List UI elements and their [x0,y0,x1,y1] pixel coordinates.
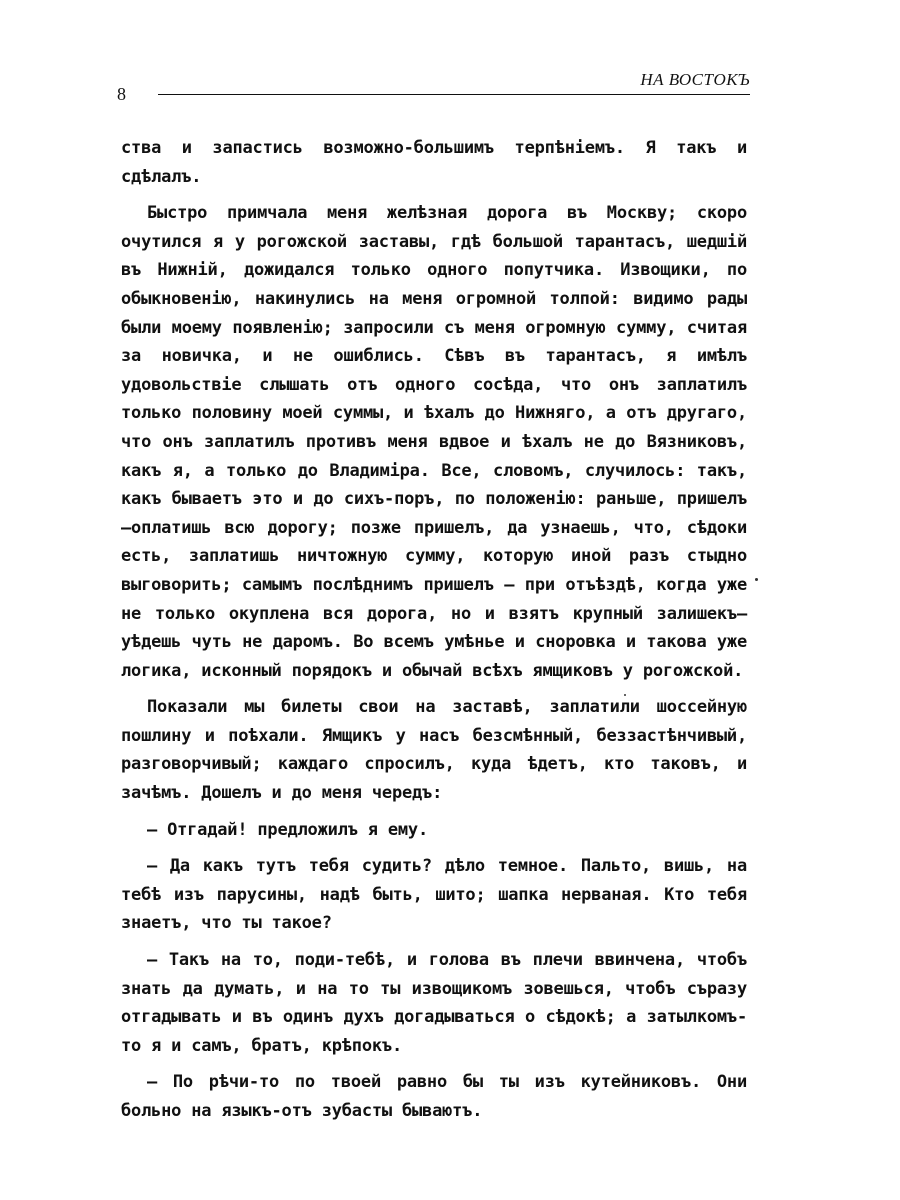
header-rule [158,94,750,95]
paragraph-journey: Быстро примчала меня желѣзная дорога въ Москву; скоро очутился я у рогожской заставы, гдѣ большой тарантасъ, шедшій въ Нижній, дожидался только одного попутчика. Извощики, по обыкновенію, накинулись на меня огромной толпой: видимо рады были моему появленію; запросили съ меня огромную сумму, считая за новичка, и не ошиблись. Сѣвъ въ тарантасъ, я имѣлъ удовольствіе слышать отъ одного сосѣда, что онъ заплатилъ только половину моей суммы, и ѣхалъ до Нижняго, а отъ другаго, что онъ заплатилъ противъ меня вдвое и ѣхалъ не до Вязниковъ, какъ я, а только до Владиміра. Все, словомъ, случилось: такъ, какъ бываетъ это и до сихъ-поръ, по положенію: раньше, пришелъ—оплатишь всю дорогу; позже пришелъ, да узнаешь, что, сѣдоки есть, заплатишь ничтожную сумму, которую иной разъ стыдно выговорить; самымъ послѣднимъ пришелъ — при отъѣздѣ, когда уже не только окуплена вся дорога, но и взятъ крупный залишекъ—уѣдешь чуть не даромъ. Во всемъ умѣнье и сноровка и такова уже логика, исконный порядокъ и обычай всѣхъ ямщиковъ у рогожской. [121,203,747,681]
paragraph-departure: Показали мы билеты свои на заставѣ, заплатили шоссейную пошлину и поѣхали. Ямщикъ у насъ безсмѣнный, беззастѣнчивый, разговорчивый; каждаго спросилъ, куда ѣдетъ, кто таковъ, и зачѣмъ. Дошелъ и до меня чередъ: [121,697,747,804]
dialogue-line: — Такъ на то, поди-тебѣ, и голова въ плечи ввинчена, чтобъ знать да думать, и на то ты извощикомъ зовешься, чтобъ съразу отгадывать и въ одинъ духъ догадываться о сѣдокѣ; а затылкомъ-то я и самъ, братъ, крѣпокъ. [121,950,747,1056]
paragraph-continuation: ства и запастись возможно-большимъ терпѣніемъ. Я такъ и сдѣлалъ. [121,138,747,187]
dialogue-line: — По рѣчи-то по твоей равно бы ты изъ кутейниковъ. Они больно на языкъ-отъ зубасты бываютъ. [121,1072,747,1121]
body-text [121,134,747,1134]
print-speck [755,578,758,581]
page-number: 8 [117,84,126,104]
dialogue-line: — Отгадай! предложилъ я ему. [147,819,428,840]
dialogue-line: — Да какъ тутъ тебя судить? дѣло темное. Пальто, вишь, на тебѣ изъ парусины, надѣ быть, шито; шапка нерваная. Кто тебя знаетъ, что ты такое? [121,856,747,934]
print-speck [624,694,626,696]
running-title: НА ВОСТОКЪ [640,70,750,89]
